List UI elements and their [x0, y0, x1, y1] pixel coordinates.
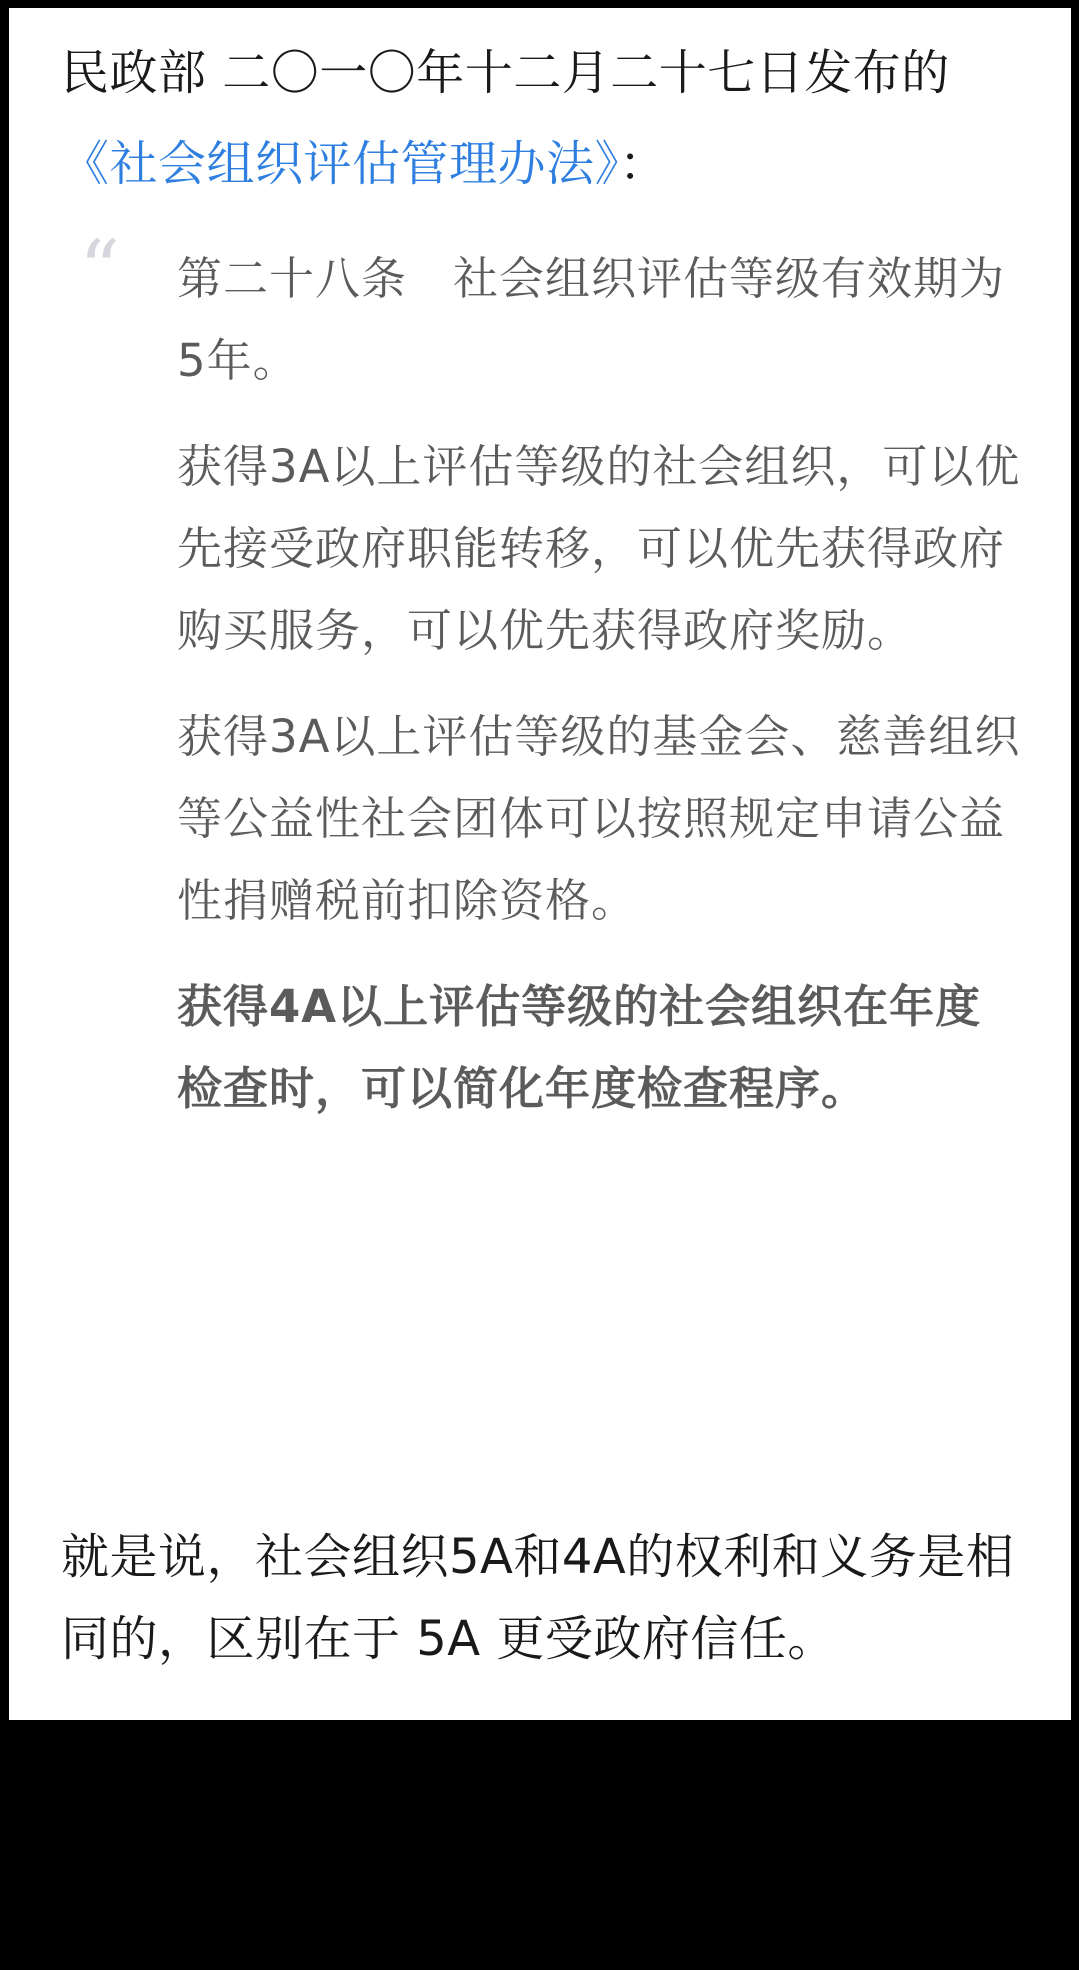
intro-paragraph: [61, 28, 1021, 210]
regulation-link[interactable]: 《社会组织评估管理办法》: [61, 136, 620, 192]
quote-mark-icon: “: [79, 223, 114, 316]
quote-paragraph-4a-inspection: 获得4A以上评估等级的社会组织在年度检查时，可以简化年度检查程序。: [177, 980, 982, 1115]
blockquote: [177, 238, 1027, 1154]
quote-paragraph-article-28: 第二十八条 社会组织评估等级有效期为5年。: [177, 252, 1006, 387]
conclusion-paragraph: 就是说，社会组织5A和4A的权利和义务是相同的，区别在于 5A 更受政府信任。: [61, 1529, 1015, 1667]
quote-paragraph-3a-tax: 获得3A以上评估等级的基金会、慈善组织等公益性社会团体可以按照规定申请公益性捐赠税前扣除资格。: [177, 710, 1021, 927]
article-card: [9, 8, 1071, 1720]
intro-colon: ：: [619, 136, 668, 192]
quote-paragraph-3a-priority: 获得3A以上评估等级的社会组织，可以优先接受政府职能转移，可以优先获得政府购买服务，可以优先获得政府奖励。: [177, 440, 1021, 657]
intro-text: 民政部 二〇一〇年十二月二十七日发布的: [61, 45, 950, 101]
